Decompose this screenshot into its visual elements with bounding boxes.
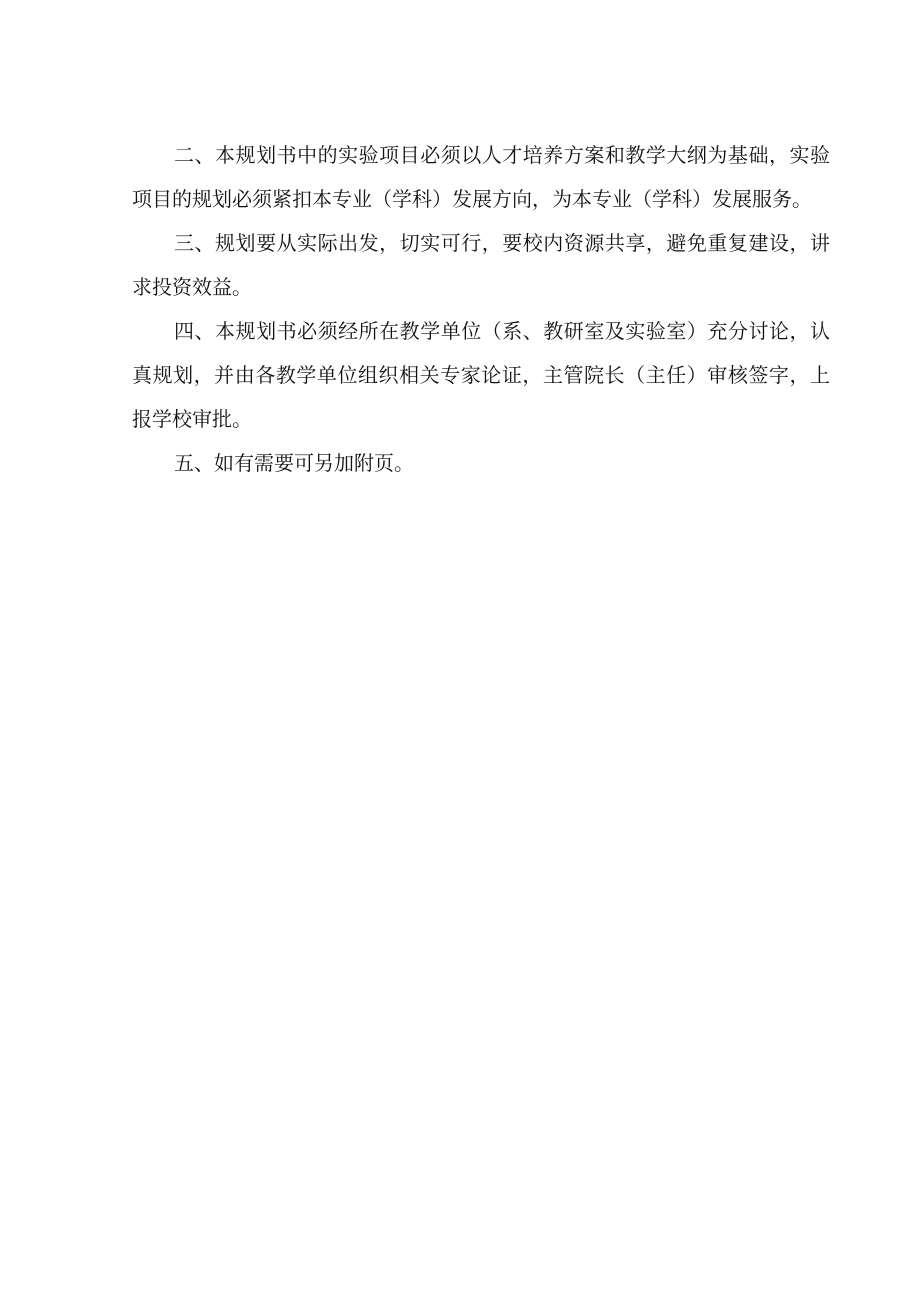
paragraph-5: 五、如有需要可另加附页。 bbox=[174, 451, 414, 475]
document-body bbox=[132, 133, 830, 485]
paragraph-2: 二、本规划书中的实验项目必须以人才培养方案和教学大纲为基础，实验项目的规划必须紧扣本专业（学科）发展方向，为本专业（学科）发展服务。 bbox=[132, 143, 830, 211]
paragraph-3: 三、规划要从实际出发，切实可行，要校内资源共享，避免重复建设，讲求投资效益。 bbox=[132, 231, 830, 299]
paragraph-4: 四、本规划书必须经所在教学单位（系、教研室及实验室）充分讨论，认真规划，并由各教学单位组织相关专家论证，主管院长（主任）审核签字，上报学校审批。 bbox=[132, 319, 830, 431]
